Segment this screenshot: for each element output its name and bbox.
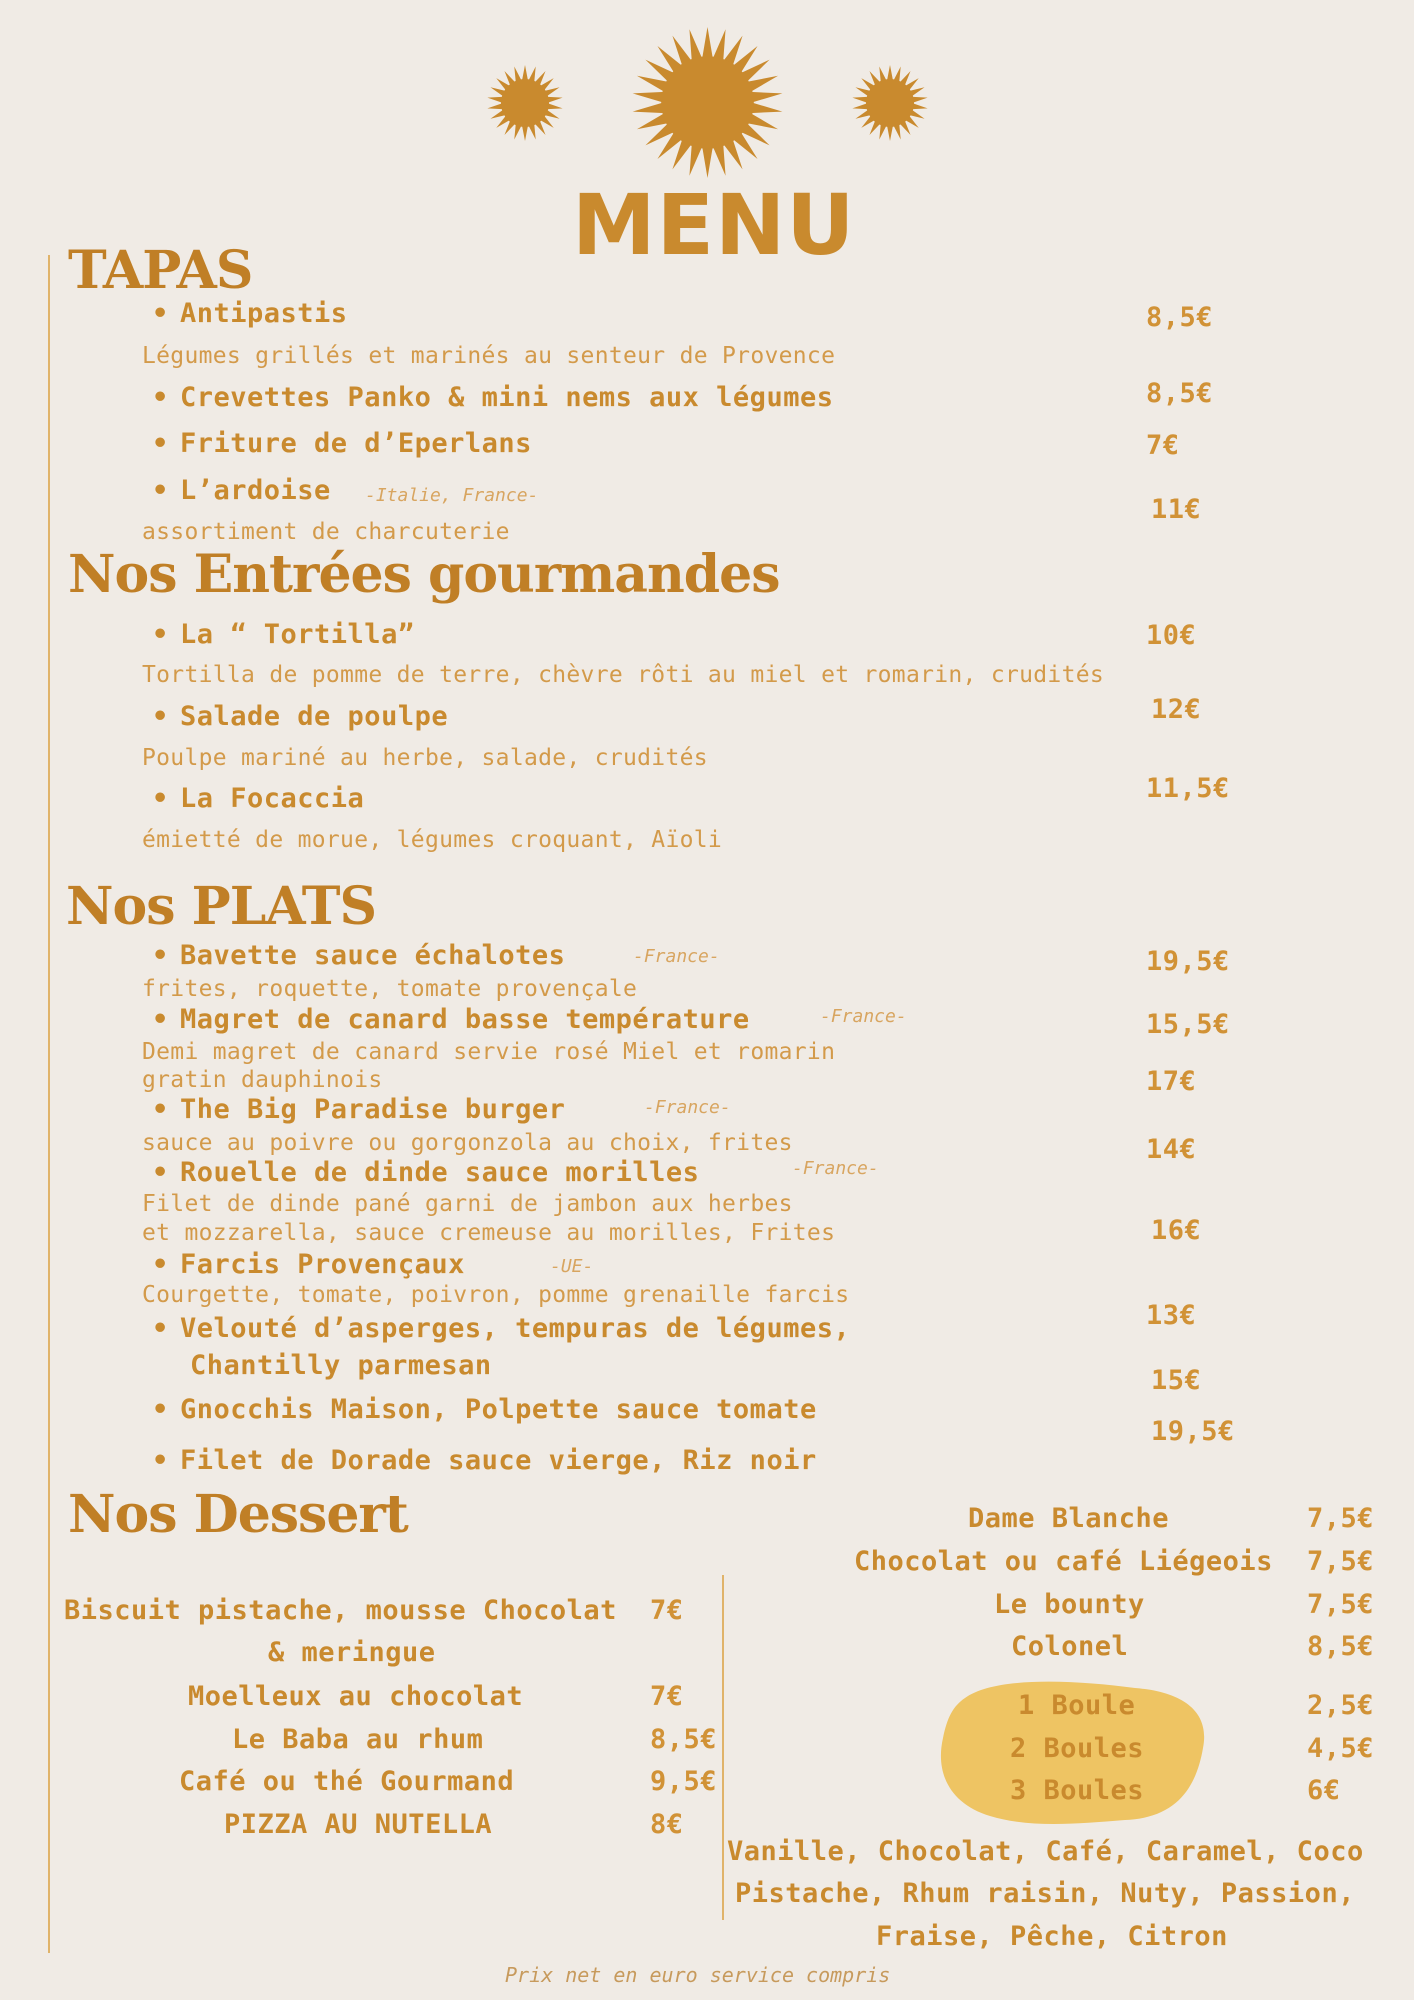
menu-item-name: • Salade de poulpe [152,701,449,732]
menu-item-price: 11€ [1151,494,1202,525]
menu-item-description: Demi magret de canard servie rosé Miel et romarin [142,1039,836,1065]
dessert-name: Dame Blanche [968,1503,1170,1534]
menu-item-name: • La Focaccia [152,783,365,814]
dessert-name: Le Baba au rhum [232,1724,484,1755]
menu-item-description: Courgette, tomate, poivron, pomme grenaille farcis [142,1282,850,1308]
menu-item-price: 15,5€ [1146,1009,1230,1040]
menu-item-name: • Bavette sauce échalotes [152,940,566,971]
menu-item-price: 19,5€ [1151,1416,1235,1447]
menu-item-name: • Velouté d’asperges, tempuras de légumes, [152,1313,851,1344]
menu-item-name: • The Big Paradise burger [152,1094,566,1125]
menu-item-origin: -France- [644,1097,731,1118]
ice-cream-flavours: Pistache, Rhum raisin, Nuty, Passion, [735,1878,1355,1909]
dessert-price: 7€ [650,1595,684,1626]
menu-item-name: • Friture de d’Eperlans [152,428,532,459]
dessert-name: 1 Boule [1018,1690,1136,1721]
dessert-price: 4,5€ [1307,1733,1375,1764]
dessert-name: Chocolat ou café Liégeois [854,1546,1273,1577]
menu-item-description: frites, roquette, tomate provençale [142,976,638,1002]
page-title: MENU [572,176,856,274]
dessert-price: 8€ [650,1809,684,1840]
menu-item-name: • L’ardoise [152,475,331,506]
menu-item-origin: -France- [792,1158,879,1179]
footer-note: Prix net en euro service compris [505,1963,891,1987]
menu-item-name-continued: Chantilly parmesan [190,1350,492,1381]
menu-item-price: 7€ [1146,430,1180,461]
menu-item-description: et mozzarella, sauce cremeuse au morilles, Frites [142,1220,836,1246]
dessert-price: 7,5€ [1307,1589,1375,1620]
menu-item-price: 12€ [1151,694,1202,725]
menu-item-name: • Gnocchis Maison, Polpette sauce tomate [152,1394,817,1425]
menu-item-description: émietté de morue, légumes croquant, Aïoli [142,827,723,853]
menu-item-price: 16€ [1151,1215,1202,1246]
menu-item-price: 13€ [1146,1300,1197,1331]
dessert-price: 7,5€ [1307,1503,1375,1534]
menu-item-origin: -France- [633,946,720,967]
dessert-name: Biscuit pistache, mousse Chocolat [64,1595,617,1626]
menu-item-description: Poulpe mariné au herbe, salade, crudités [142,745,708,771]
menu-item-price: 10€ [1146,620,1197,651]
dessert-name: 2 Boules [1010,1733,1145,1764]
dessert-name: Café ou thé Gourmand [179,1766,515,1797]
menu-item-description: assortiment de charcuterie [142,519,510,545]
dessert-name: Moelleux au chocolat [188,1681,524,1712]
menu-item-origin: -Italie, France- [365,485,539,506]
dessert-price: 8,5€ [1307,1631,1375,1662]
menu-item-price: 19,5€ [1146,946,1230,977]
menu-item-name: • Rouelle de dinde sauce morilles [152,1157,700,1188]
menu-item-name: • Farcis Provençaux [152,1249,465,1280]
menu-item-price: 17€ [1146,1066,1197,1097]
dessert-price: 2,5€ [1307,1690,1375,1721]
dessert-name: Colonel [1011,1631,1129,1662]
menu-item-price: 15€ [1151,1365,1202,1396]
menu-item-price: 8,5€ [1146,302,1214,333]
dessert-price: 6€ [1307,1775,1341,1806]
dessert-name: 3 Boules [1010,1775,1145,1806]
dessert-price: 7,5€ [1307,1546,1375,1577]
menu-item-price: 8,5€ [1146,378,1214,409]
menu-item-name: • Filet de Dorade sauce vierge, Riz noir [152,1445,817,1476]
menu-item-description: gratin dauphinois [142,1067,383,1093]
menu-item-price: 14€ [1146,1134,1197,1165]
menu-item-name: • Magret de canard basse température [152,1004,750,1035]
menu-item-price: 11,5€ [1146,773,1230,804]
dessert-price: 8,5€ [650,1724,718,1755]
menu-item-origin: -France- [820,1006,907,1027]
dessert-name: PIZZA AU NUTELLA [224,1809,493,1840]
section-title-desserts: Nos Dessert [68,1484,408,1545]
menu-item-description: Filet de dinde pané garni de jambon aux herbes [142,1191,793,1217]
menu-item-description: sauce au poivre ou gorgonzola au choix, frites [142,1130,793,1156]
ice-cream-flavours: Vanille, Chocolat, Café, Caramel, Coco [727,1836,1364,1867]
ice-cream-flavours: Fraise, Pêche, Citron [876,1921,1228,1952]
left-divider [48,255,50,1953]
dessert-price: 7€ [650,1681,684,1712]
sun-icon-center [630,25,785,180]
menu-item-description: Légumes grillés et marinés au senteur de Provence [142,343,836,369]
dessert-name-continued: & meringue [268,1637,436,1668]
section-title-entrees: Nos Entrées gourmandes [68,544,780,605]
dessert-price: 9,5€ [650,1766,718,1797]
section-title-tapas: TAPAS [68,240,253,301]
menu-item-name: • Antipastis [152,298,348,329]
menu-item-name: • La “ Tortilla” [152,619,415,650]
section-title-plats: Nos PLATS [66,876,377,937]
menu-item-origin: -UE- [550,1256,594,1277]
dessert-divider [722,1575,724,1920]
menu-item-description: Tortilla de pomme de terre, chèvre rôti au miel et romarin, crudités [142,662,1105,688]
sun-icon-right [850,63,930,143]
sun-icon-left [485,63,565,143]
menu-item-name: • Crevettes Panko & mini nems aux légumes [152,382,834,413]
dessert-name: Le bounty [994,1589,1145,1620]
